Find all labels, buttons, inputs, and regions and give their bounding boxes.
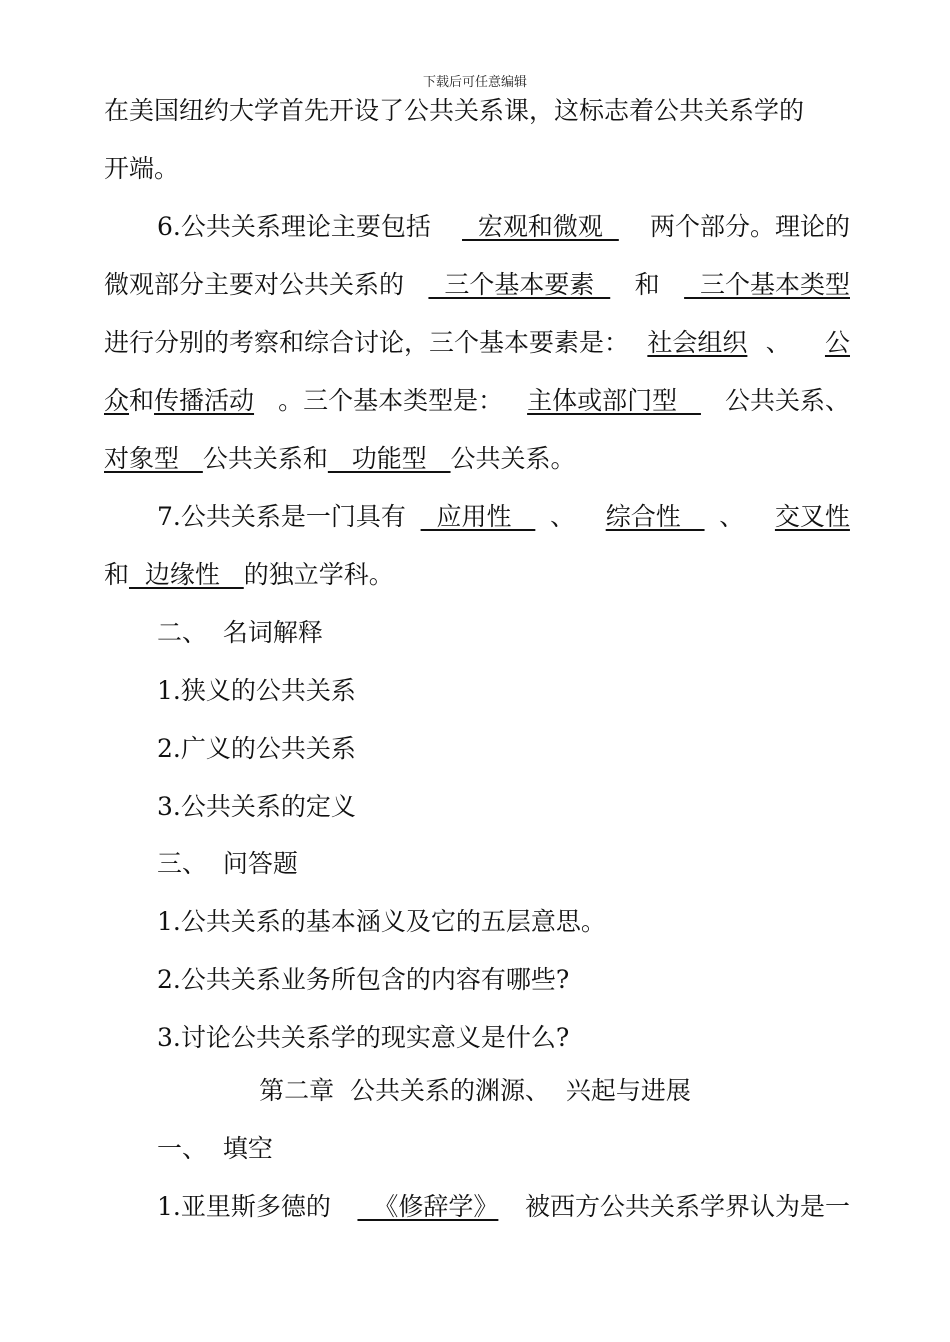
blank-answer: 众 bbox=[104, 386, 130, 415]
text: 两个部分。理论的 bbox=[649, 212, 850, 241]
blank-answer: 综合性 bbox=[605, 502, 705, 531]
paragraph-line: 开端。 bbox=[104, 154, 180, 183]
text: 被西方公共关系学界认为是一 bbox=[524, 1192, 850, 1221]
paragraph-line bbox=[104, 555, 850, 595]
blank-answer: 交叉性 bbox=[774, 502, 850, 531]
paragraph-line bbox=[104, 439, 850, 479]
blank-answer: 传播活动 bbox=[154, 386, 255, 415]
list-item: 2.公共关系业务所包含的内容有哪些? bbox=[157, 965, 570, 994]
paragraph-line bbox=[104, 381, 850, 421]
blank-answer: 功能型 bbox=[327, 444, 451, 473]
blank-answer: 主体或部门型 bbox=[527, 386, 701, 415]
section-heading: 二、 名词解释 bbox=[157, 618, 323, 647]
blank-answer: 对象型 bbox=[104, 444, 203, 473]
blank-answer: 边缘性 bbox=[129, 560, 244, 589]
paragraph-line bbox=[157, 497, 850, 537]
blank-answer: 宏观和微观 bbox=[462, 212, 619, 241]
paragraph-line bbox=[104, 265, 850, 305]
blank-answer: 社会组织 bbox=[647, 328, 748, 357]
text: 和 bbox=[104, 560, 130, 589]
text: 、 bbox=[765, 328, 807, 357]
paragraph-line bbox=[104, 323, 850, 363]
chapter-title: 第二章 公共关系的渊源、 兴起与进展 bbox=[259, 1076, 691, 1105]
list-item: 1.狭义的公共关系 bbox=[157, 676, 356, 705]
text: 7.公共关系是一门具有 bbox=[157, 502, 406, 531]
list-item: 3.公共关系的定义 bbox=[157, 792, 356, 821]
text: 。三个基本类型是： bbox=[278, 386, 504, 415]
text: 和 bbox=[129, 386, 155, 415]
list-item: 2.广义的公共关系 bbox=[157, 734, 356, 763]
text: 和 bbox=[634, 270, 660, 299]
text: 1.亚里斯多德的 bbox=[157, 1192, 331, 1221]
section-heading: 三、 问答题 bbox=[157, 849, 298, 878]
text: 公共关系和 bbox=[202, 444, 328, 473]
text: 进行分别的考察和综合讨论，三个基本要素是： bbox=[104, 328, 630, 357]
text: 微观部分主要对公共关系的 bbox=[104, 270, 405, 299]
section-heading: 一、 填空 bbox=[157, 1134, 273, 1163]
paragraph-line bbox=[157, 207, 850, 247]
list-item: 1.公共关系的基本涵义及它的五层意思。 bbox=[157, 907, 606, 936]
page-header: 下载后可任意编辑 bbox=[422, 75, 527, 90]
blank-answer: 三个基本类型 bbox=[684, 270, 850, 299]
paragraph-line: 在美国纽约大学首先开设了公共关系课，这标志着公共关系学的 bbox=[104, 96, 805, 125]
text: 6.公共关系理论主要包括 bbox=[157, 212, 431, 241]
text: 的独立学科。 bbox=[243, 560, 394, 589]
text: 、 bbox=[550, 502, 591, 531]
blank-answer: 公 bbox=[824, 328, 850, 357]
blank-answer: 应用性 bbox=[420, 502, 536, 531]
paragraph-line bbox=[157, 1187, 850, 1227]
text: 、 bbox=[719, 502, 761, 531]
text bbox=[104, 381, 254, 421]
blank-answer: 《修辞学》 bbox=[357, 1192, 499, 1221]
text: 公共关系、 bbox=[724, 386, 850, 415]
list-item: 3.讨论公共关系学的现实意义是什么? bbox=[157, 1023, 570, 1052]
text: 公共关系。 bbox=[450, 444, 576, 473]
blank-answer: 三个基本要素 bbox=[428, 270, 611, 299]
